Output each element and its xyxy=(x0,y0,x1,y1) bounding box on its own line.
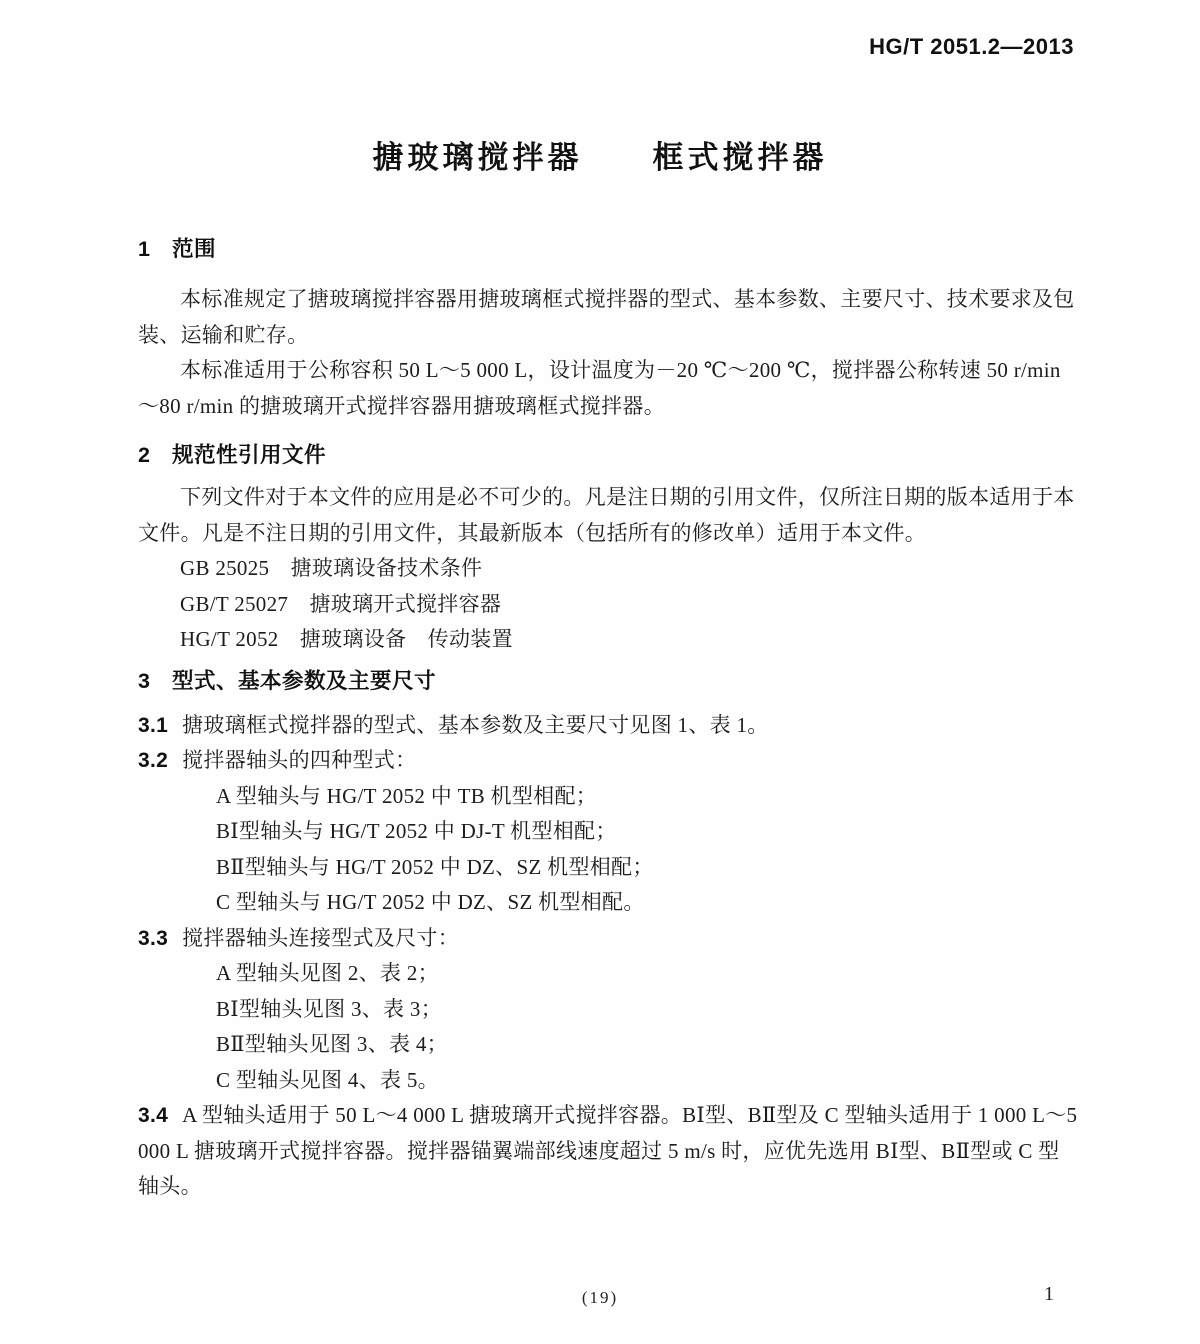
clause-3-1-number: 3.1 xyxy=(138,713,169,737)
section-3-number: 3 xyxy=(138,668,151,693)
section-2-title: 规范性引用文件 xyxy=(172,443,327,467)
section-3-title: 型式、基本参数及主要尺寸 xyxy=(172,668,437,693)
clause-3-1-text: 搪玻璃框式搅拌器的型式、基本参数及主要尺寸见图 1、表 1。 xyxy=(182,712,769,737)
section-2-number: 2 xyxy=(138,443,151,467)
shaft-type-b2-figure-item: BⅡ型轴头见图 3、表 4； xyxy=(216,1032,448,1056)
footer-sheet-number: (19) xyxy=(581,1288,619,1307)
section-3-heading xyxy=(138,666,1078,696)
reference-item-gbt-25027: GB/T 25027 搪玻璃开式搅拌容器 xyxy=(180,591,502,616)
clause-3-3 xyxy=(138,921,1078,957)
clause-3-4-number: 3.4 xyxy=(138,1104,169,1127)
clause-3-4 xyxy=(138,1098,1078,1205)
shaft-head-type-list xyxy=(138,779,1078,921)
section-1-title: 范围 xyxy=(172,237,217,261)
clause-3-2 xyxy=(138,743,1078,779)
normative-reference-list xyxy=(138,551,1078,658)
section-1-heading xyxy=(138,234,1078,264)
clause-3-3-number: 3.3 xyxy=(138,926,169,950)
scope-paragraph-2: 本标准适用于公称容积 50 L～5 000 L，设计温度为－20 ℃～200 ℃，搅拌器公称转速 50 r/min～80 r/min 的搪玻璃开式搅拌容器用搪玻璃框式搅拌器。 xyxy=(138,358,1061,418)
clause-3-2-text: 搅拌器轴头的四种型式： xyxy=(182,748,417,772)
shaft-type-c-item: C 型轴头与 HG/T 2052 中 DZ、SZ 机型相配。 xyxy=(216,890,645,914)
document-body xyxy=(138,234,1078,1205)
standard-number: HG/T 2051.2—2013 xyxy=(869,34,1074,59)
clause-3-1 xyxy=(138,708,1078,744)
shaft-type-b1-figure-item: BⅠ型轴头见图 3、表 3； xyxy=(216,996,443,1021)
clause-3-3-text: 搅拌器轴头连接型式及尺寸： xyxy=(182,925,459,950)
section-1-number: 1 xyxy=(138,237,151,261)
reference-item-hgt-2052: HG/T 2052 搪玻璃设备 传动装置 xyxy=(180,627,513,651)
footer-page-number: 1 xyxy=(1044,1283,1054,1305)
shaft-head-figure-list xyxy=(138,956,1078,1098)
references-intro-paragraph: 下列文件对于本文件的应用是必不可少的。凡是注日期的引用文件，仅所注日期的版本适用于本文件。凡是不注日期的引用文件，其最新版本（包括所有的修改单）适用于本文件。 xyxy=(138,485,1075,545)
clause-3-4-text: A 型轴头适用于 50 L～4 000 L 搪玻璃开式搅拌容器。BⅠ型、BⅡ型及 C 型轴头适用于 1 000 L～5 000 L 搪玻璃开式搅拌容器。搅拌器锚翼端部线速度超过 5 m/s 时，应优先选用 BⅠ型、BⅡ型或 C 型轴头。 xyxy=(138,1103,1078,1198)
shaft-type-c-figure-item: C 型轴头见图 4、表 5。 xyxy=(216,1067,439,1092)
reference-item-gb-25025: GB 25025 搪玻璃设备技术条件 xyxy=(180,556,483,580)
clause-3-2-number: 3.2 xyxy=(138,749,169,772)
document-title: 搪玻璃搅拌器 框式搅拌器 xyxy=(372,140,828,175)
shaft-type-b2-item: BⅡ型轴头与 HG/T 2052 中 DZ、SZ 机型相配； xyxy=(216,854,654,879)
scope-paragraph-1: 本标准规定了搪玻璃搅拌容器用搪玻璃框式搅拌器的型式、基本参数、主要尺寸、技术要求及包装、运输和贮存。 xyxy=(138,287,1075,347)
shaft-type-b1-item: BⅠ型轴头与 HG/T 2052 中 DJ-T 机型相配； xyxy=(216,819,617,843)
section-2-heading xyxy=(138,440,1078,470)
shaft-type-a-item: A 型轴头与 HG/T 2052 中 TB 机型相配； xyxy=(216,783,598,808)
shaft-type-a-figure-item: A 型轴头见图 2、表 2； xyxy=(216,961,439,985)
